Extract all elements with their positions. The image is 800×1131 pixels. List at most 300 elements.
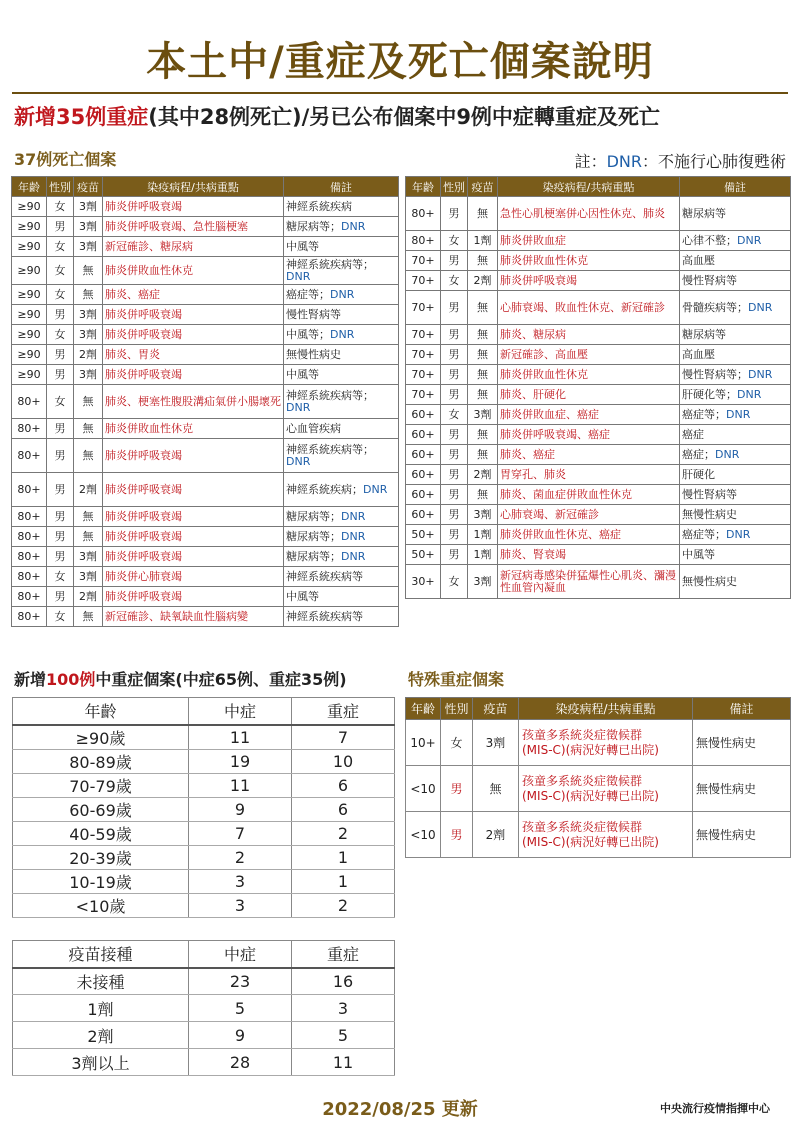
death-row [12,527,399,547]
remark-cell [680,251,791,271]
vaccine-cell: 3劑 [468,405,498,425]
dnr-tag: DNR [748,367,773,381]
column-header: 疫苗 [468,177,498,197]
death-row [406,345,791,365]
column-header: 年齡 [12,177,47,197]
subtitle-prefix: 新增 [14,105,56,129]
age-cell: 60+ [406,465,441,485]
count-cell: 23 [189,968,292,995]
new-cases-count: 100例 [46,670,96,689]
disease-cell: 心肺衰竭、敗血性休克、新冠確診 [498,291,680,325]
disease-cell: 肺炎併敗血性休克 [103,419,284,439]
disease-cell: 肺炎、腎衰竭 [498,545,680,565]
remark-cell [284,473,399,507]
disease-cell: 肺炎併呼吸衰竭 [103,473,284,507]
category-cell: 1劑 [13,995,189,1022]
death-row [12,419,399,439]
sex-cell: 男 [441,345,468,365]
remark-cell [680,425,791,445]
age-cell: 60+ [406,485,441,505]
vaccine-cell: 1劑 [468,231,498,251]
column-header: 中症 [189,698,292,725]
dnr-tag: DNR [363,482,388,496]
count-cell: 7 [189,821,292,845]
remark-cell [284,285,399,305]
remark-text: 慢性腎病等 [286,307,341,321]
death-row [406,291,791,325]
category-cell: 未接種 [13,968,189,995]
remark-cell [680,465,791,485]
count-cell: 7 [292,725,395,750]
remark-cell [284,197,399,217]
remark-cell [284,587,399,607]
count-cell: 11 [189,725,292,750]
sex-cell: 男 [47,473,74,507]
death-row [406,565,791,599]
dnr-tag: DNR [737,387,762,401]
new-cases-heading [14,667,347,690]
title-divider [12,92,788,94]
remark-cell [284,567,399,587]
vaccine-cell: 無 [468,345,498,365]
age-cell: 80+ [12,567,47,587]
stats-row [13,821,395,845]
death-row [406,425,791,445]
disease-cell: 肺炎、梗塞性腹股溝疝氣併小腸壞死 [103,385,284,419]
disease-cell: 肺炎併心肺衰竭 [103,567,284,587]
count-cell: 11 [189,773,292,797]
age-cell: 60+ [406,405,441,425]
disease-cell: 肺炎、糖尿病 [498,325,680,345]
vaccine-cell: 3劑 [468,505,498,525]
remark-text: 神經系統疾病等 [286,569,363,583]
sex-cell: 男 [47,217,74,237]
remark-cell [284,325,399,345]
remark-text: 神經系統疾病等； [286,388,374,402]
dnr-tag: DNR [341,509,366,523]
death-row [406,505,791,525]
disease-line: (MIS-C)(病況好轉已出院) [522,834,659,849]
age-cell: 60+ [406,505,441,525]
remark-cell [284,439,399,473]
disease-line: 孩童多系統炎症徵候群 [522,819,643,834]
age-cell: 80+ [12,587,47,607]
remark-cell [284,527,399,547]
vaccine-cell: 3劑 [74,217,103,237]
age-cell: 70+ [406,291,441,325]
sex-cell: 男 [47,587,74,607]
special-cases-table [405,697,791,858]
dnr-tag: DNR [286,400,311,414]
remark-text: 中風等； [286,327,330,341]
remark-text: 神經系統疾病等； [286,442,374,456]
dnr-tag: DNR [330,287,355,301]
remark-cell [680,545,791,565]
count-cell: 28 [189,1049,292,1076]
death-row [12,385,399,419]
remark-cell [680,345,791,365]
vaccine-cell: 無 [74,385,103,419]
dnr-note [575,149,786,172]
disease-cell: 肺炎併呼吸衰竭 [103,507,284,527]
count-cell: 3 [189,869,292,893]
sex-cell: 男 [441,425,468,445]
remark-cell [680,505,791,525]
dnr-tag: DNR [286,454,311,468]
age-cell: 80+ [12,607,47,627]
age-cell: 80+ [12,385,47,419]
remark-text: 慢性腎病等； [682,367,748,381]
column-header: 重症 [292,941,395,968]
disease-cell: 肺炎、菌血症併敗血性休克 [498,485,680,505]
note-dnr: DNR [606,152,642,171]
age-cell: 10+ [406,720,441,766]
remark-cell [680,565,791,599]
category-cell: 2劑 [13,1022,189,1049]
death-row [406,385,791,405]
sex-cell: 女 [47,385,74,419]
age-cell: 80+ [12,439,47,473]
sex-cell: 女 [441,271,468,291]
sex-cell: 女 [441,231,468,251]
column-header: 性別 [441,698,473,720]
age-stats-table [12,697,395,918]
vaccine-cell: 無 [468,425,498,445]
vaccine-cell: 3劑 [468,565,498,599]
count-cell: 2 [189,845,292,869]
death-table-left [11,176,399,627]
death-row [12,237,399,257]
stats-row [13,869,395,893]
vaccine-cell: 3劑 [74,237,103,257]
sex-cell: 男 [441,545,468,565]
sex-cell: 男 [47,527,74,547]
disease-cell: 肺炎併敗血症、癌症 [498,405,680,425]
count-cell: 1 [292,845,395,869]
dnr-tag: DNR [341,549,366,563]
count-cell: 6 [292,797,395,821]
death-row [406,365,791,385]
sex-cell: 男 [441,766,473,812]
age-cell: ≥90 [12,285,47,305]
stats-row [13,1049,395,1076]
age-cell: 50+ [406,525,441,545]
vaccine-cell: 無 [74,419,103,439]
remark-text: 高血壓 [682,253,715,267]
disease-cell: 肺炎併呼吸衰竭 [103,365,284,385]
stats-row [13,725,395,750]
sex-cell: 男 [47,439,74,473]
age-cell: 80+ [12,419,47,439]
age-cell: 70+ [406,365,441,385]
column-header: 疫苗 [74,177,103,197]
stats-row [13,893,395,917]
update-date: 2022/08/25 更新 [322,1099,478,1120]
death-row [406,405,791,425]
subtitle-highlight: 35例重症 [56,105,149,129]
vaccine-cell: 無 [74,507,103,527]
vaccine-cell: 3劑 [74,305,103,325]
vaccine-cell: 無 [74,257,103,285]
vaccine-cell: 1劑 [468,545,498,565]
age-cell: 70+ [406,345,441,365]
stats-row [13,773,395,797]
count-cell: 9 [189,1022,292,1049]
remark-cell [284,607,399,627]
death-row [12,305,399,325]
sex-cell: 男 [47,507,74,527]
count-cell: 3 [292,995,395,1022]
page-title: 本土中/重症及死亡個案說明 [146,39,654,85]
count-cell: 9 [189,797,292,821]
age-cell: 60+ [406,425,441,445]
remark-text: 糖尿病等 [682,327,726,341]
death-row [406,445,791,465]
special-row [406,766,791,812]
vaccine-cell: 3劑 [74,365,103,385]
sex-cell: 男 [47,365,74,385]
death-row [406,545,791,565]
disease-line: (MIS-C)(病況好轉已出院) [522,788,659,803]
death-row [12,507,399,527]
age-cell: 70+ [406,251,441,271]
count-cell: 10 [292,749,395,773]
note-prefix: 註： [574,152,607,171]
age-cell: 80+ [12,473,47,507]
special-cases-label: 特殊重症個案 [408,670,505,689]
remark-text: 糖尿病等； [286,509,341,523]
vaccine-cell: 2劑 [74,473,103,507]
remark-text: 無慢性病史 [682,507,737,521]
category-cell: 40-59歲 [13,821,189,845]
death-row [12,607,399,627]
remark-cell [284,507,399,527]
remark-text: 肝硬化 [682,467,715,481]
sex-cell: 女 [441,565,468,599]
sex-cell: 男 [441,445,468,465]
remark-text: 中風等 [286,589,319,603]
remark-cell [284,237,399,257]
remark-cell [680,291,791,325]
category-cell: 20-39歲 [13,845,189,869]
age-cell: 30+ [406,565,441,599]
remark-text: 心律不整； [682,233,737,247]
death-row [12,325,399,345]
special-row [406,720,791,766]
remark-text: 神經系統疾病等； [286,257,374,271]
count-cell: 1 [292,869,395,893]
disease-cell: 肺炎併敗血性休克 [498,365,680,385]
sex-cell: 女 [47,237,74,257]
sex-cell: 女 [47,325,74,345]
category-cell: 3劑以上 [13,1049,189,1076]
disease-cell: 肺炎併呼吸衰竭 [103,305,284,325]
death-row [406,251,791,271]
sex-cell: 女 [47,607,74,627]
remark-cell [680,271,791,291]
death-row [406,525,791,545]
disease-cell: 肺炎併呼吸衰竭 [103,325,284,345]
count-cell: 19 [189,749,292,773]
vaccine-cell: 無 [473,766,519,812]
column-header: 年齡 [13,698,189,725]
disease-line: 孩童多系統炎症徵候群 [522,773,643,788]
column-header: 年齡 [406,698,441,720]
count-cell: 6 [292,773,395,797]
category-cell: <10歲 [13,893,189,917]
vaccine-cell: 2劑 [468,271,498,291]
death-row [12,285,399,305]
age-cell: ≥90 [12,305,47,325]
age-cell: ≥90 [12,257,47,285]
disease-cell: 肺炎併敗血症 [498,231,680,251]
stats-row [13,845,395,869]
column-header: 備註 [284,177,399,197]
disease-cell: 新冠確診、缺氧缺血性腦病變 [103,607,284,627]
sex-cell: 男 [441,485,468,505]
remark-text: 神經系統疾病； [286,482,363,496]
disease-cell [519,812,693,858]
disease-cell [519,720,693,766]
category-cell: 60-69歲 [13,797,189,821]
stats-row [13,797,395,821]
death-row [406,271,791,291]
remark-cell: 無慢性病史 [693,720,791,766]
disease-cell: 肺炎併呼吸衰竭 [103,547,284,567]
vaccine-stats-table [12,940,395,1076]
disease-cell: 肺炎併呼吸衰竭、急性腦梗塞 [103,217,284,237]
vaccine-cell: 2劑 [74,345,103,365]
age-cell: <10 [406,766,441,812]
remark-text: 心血管疾病 [286,421,341,435]
count-cell: 3 [189,893,292,917]
remark-cell [284,385,399,419]
remark-text: 中風等 [286,239,319,253]
age-cell: ≥90 [12,237,47,257]
remark-cell [680,445,791,465]
remark-cell: 無慢性病史 [693,766,791,812]
remark-text: 慢性腎病等 [682,273,737,287]
remark-cell [680,197,791,231]
death-table-header [12,177,399,197]
sex-cell: 男 [441,505,468,525]
remark-text: 癌症等； [286,287,330,301]
remark-cell [680,485,791,505]
age-cell: ≥90 [12,345,47,365]
death-row [12,587,399,607]
death-table-right [405,176,791,599]
vaccine-cell: 無 [468,485,498,505]
category-cell: 70-79歲 [13,773,189,797]
remark-text: 癌症 [682,427,704,441]
dnr-tag: DNR [715,447,740,461]
vaccine-cell: 無 [468,197,498,231]
count-cell: 5 [189,995,292,1022]
vaccine-cell: 無 [468,291,498,325]
age-cell: ≥90 [12,197,47,217]
vaccine-cell: 3劑 [74,325,103,345]
subtitle-suffix: (其中28例死亡)/另已公布個案中9例中症轉重症及死亡 [148,105,660,129]
vaccine-cell: 1劑 [468,525,498,545]
sex-cell: 男 [441,385,468,405]
sex-cell: 男 [441,525,468,545]
remark-text: 骨髓疾病等； [682,300,748,314]
disease-cell: 新冠確診、高血壓 [498,345,680,365]
column-header: 備註 [680,177,791,197]
vaccine-cell: 2劑 [468,465,498,485]
disease-cell: 肺炎併敗血性休克 [103,257,284,285]
remark-text: 神經系統疾病 [286,199,352,213]
age-cell: ≥90 [12,217,47,237]
remark-text: 中風等 [286,367,319,381]
dnr-tag: DNR [748,300,773,314]
remark-cell [680,325,791,345]
age-cell: 50+ [406,545,441,565]
organization-name: 中央流行疫情指揮中心 [660,1102,770,1115]
stats-row [13,749,395,773]
age-cell: ≥90 [12,365,47,385]
vaccine-cell: 無 [468,325,498,345]
category-cell: 10-19歲 [13,869,189,893]
disease-cell: 心肺衰竭、新冠確診 [498,505,680,525]
remark-cell [680,405,791,425]
death-row [12,473,399,507]
age-cell: 80+ [12,507,47,527]
subtitle [14,101,794,131]
remark-text: 神經系統疾病等 [286,609,363,623]
vaccine-cell: 無 [74,527,103,547]
disease-cell: 胃穿孔、肺炎 [498,465,680,485]
vaccine-cell: 無 [468,365,498,385]
dnr-tag: DNR [737,233,762,247]
sex-cell: 男 [441,465,468,485]
disease-cell: 肺炎併呼吸衰竭 [103,587,284,607]
age-cell: ≥90 [12,325,47,345]
death-row [406,325,791,345]
remark-cell [284,257,399,285]
column-header: 性別 [47,177,74,197]
death-row [12,217,399,237]
vaccine-cell: 3劑 [74,567,103,587]
column-header: 疫苗接種 [13,941,189,968]
dnr-tag: DNR [330,327,355,341]
sex-cell: 女 [47,567,74,587]
disease-cell: 肺炎、胃炎 [103,345,284,365]
remark-text: 高血壓 [682,347,715,361]
remark-text: 癌症； [682,447,715,461]
vaccine-cell: 無 [468,251,498,271]
age-cell: 80+ [406,231,441,251]
remark-cell: 無慢性病史 [693,812,791,858]
sex-cell: 男 [441,291,468,325]
disease-cell: 肺炎併敗血性休克 [498,251,680,271]
column-header: 染疫病程/共病重點 [519,698,693,720]
special-row [406,812,791,858]
sex-cell: 女 [47,197,74,217]
disease-cell: 新冠病毒感染併猛爆性心肌炎、瀰漫性血管內凝血 [498,565,680,599]
remark-cell [284,419,399,439]
sex-cell: 男 [441,251,468,271]
sex-cell: 男 [47,419,74,439]
column-header: 疫苗 [473,698,519,720]
remark-text: 癌症等； [682,407,726,421]
count-cell: 2 [292,893,395,917]
sex-cell: 男 [47,305,74,325]
sex-cell: 男 [441,365,468,385]
remark-text: 糖尿病等； [286,529,341,543]
category-cell: ≥90歲 [13,725,189,750]
vaccine-cell: 無 [468,445,498,465]
